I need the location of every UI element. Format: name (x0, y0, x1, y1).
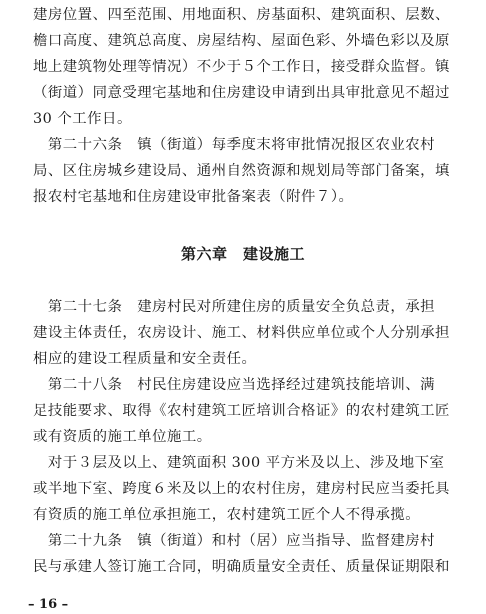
body-line: 有资质的施工单位承担施工，农村建筑工匠个人不得承揽。 (33, 507, 421, 523)
body-line: 建房位置、四至范围、用地面积、房基面积、建筑面积、层数、 (33, 7, 450, 23)
body-line: 局、区住房城乡建设局、通州自然资源和规划局等部门备案，填 (33, 163, 450, 179)
body-line: 报农村宅基地和住房建设审批备案表（附件７）。 (33, 189, 354, 205)
body-line: 足技能要求、取得《农村建筑工匠培训合格证》的农村建筑工匠 (33, 403, 450, 419)
body-line: 檐口高度、建筑总高度、房屋结构、屋面色彩、外墙色彩以及原 (33, 33, 450, 49)
body-line: 相应的建设工程质量和安全责任。 (33, 351, 257, 367)
body-line: 或半地下室、跨度６米及以上的农村住房，建房村民应当委托具 (33, 481, 450, 497)
body-line: 对于３层及以上、建筑面积 300 平方米及以上、涉及地下室 (33, 455, 445, 471)
body-line: 或有资质的施工单位施工。 (33, 429, 212, 445)
body-line: 建设主体责任，农房设计、施工、材料供应单位或个人分别承担 (33, 325, 450, 341)
body-line: 民与承建人签订施工合同，明确质量安全责任、质量保证期限和 (33, 559, 450, 575)
body-line: （街道）同意受理宅基地和住房建设申请到出具审批意见不超过 (33, 85, 450, 101)
article-28-line: 第二十八条 村民住房建设应当选择经过建筑技能培训、满 (33, 377, 436, 393)
body-line: 30 个工作日。 (33, 111, 132, 127)
page-number: – 16 – (28, 597, 69, 612)
article-27-line: 第二十七条 建房村民对所建住房的质量安全负总责，承担 (33, 299, 436, 315)
article-26-line: 第二十六条 镇（街道）每季度末将审批情况报区农业农村 (33, 137, 436, 153)
chapter-title: 第六章 建设施工 (180, 245, 305, 263)
body-line: 地上建筑物处理等情况）不少于５个工作日，接受群众监督。镇 (33, 59, 450, 75)
article-29-line: 第二十九条 镇（街道）和村（居）应当指导、监督建房村 (33, 533, 436, 549)
